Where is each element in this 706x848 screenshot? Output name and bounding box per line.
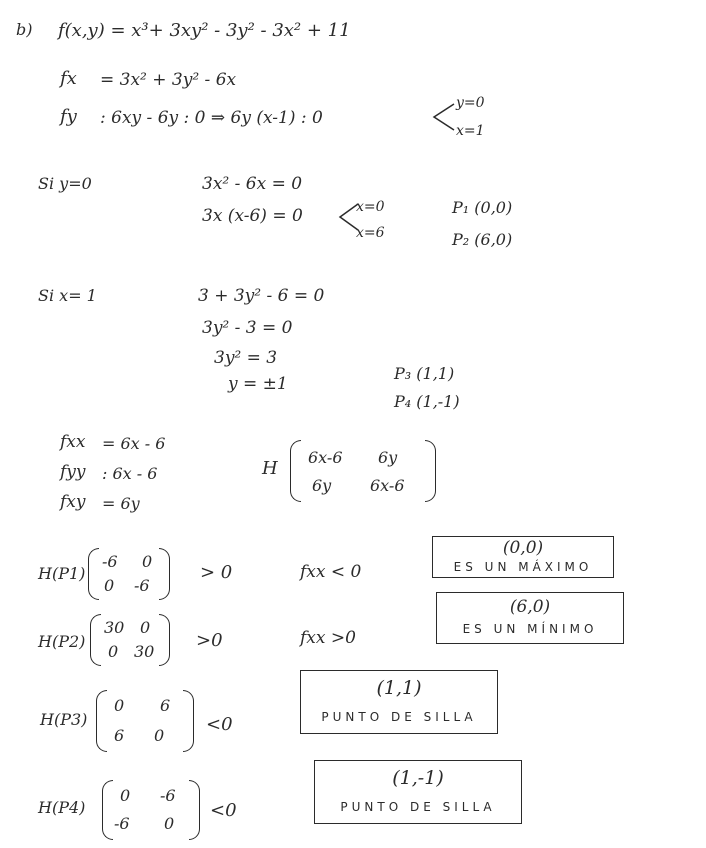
hessian-p1-sign: > 0 [200, 562, 233, 583]
matrix-cell: 6 [160, 696, 171, 715]
matrix-cell: 0 [164, 814, 175, 833]
fxx-label: fxx [60, 432, 86, 452]
hessian-p2-sign: >0 [196, 630, 223, 651]
case-y0-branch-x0: x=0 [356, 199, 385, 215]
hessian-p4-matrix [102, 780, 200, 840]
result-box-p2 [436, 592, 624, 644]
case-x1-eq1: 3 + 3y² - 6 = 0 [198, 286, 325, 306]
fyy-expression: : 6x - 6 [102, 464, 158, 483]
hessian-p4-label: H(P4) [38, 798, 86, 817]
matrix-cell: 0 [142, 552, 153, 571]
fy-branch-y0: y=0 [456, 95, 485, 111]
hessian-p3-label: H(P3) [40, 710, 88, 729]
case-x1-eq2: 3y² - 3 = 0 [202, 318, 293, 338]
result-text: PUNTO DE SILLA [340, 800, 496, 814]
result-text: ES UN MÍNIMO [462, 622, 598, 636]
hessian-matrix [290, 440, 436, 502]
matrix-cell: 6y [378, 448, 398, 467]
result-point: (1,-1) [392, 767, 444, 789]
matrix-cell: 0 [140, 618, 151, 637]
hessian-p2-condition: fxx >0 [300, 628, 356, 648]
point-p1: P₁ (0,0) [452, 198, 513, 217]
result-box-p1 [432, 536, 614, 578]
result-box-p4 [314, 760, 522, 824]
function-definition: f(x,y) = x³+ 3xy² - 3y² - 3x² + 11 [58, 20, 351, 41]
fxx-expression: = 6x - 6 [102, 434, 166, 453]
case-y0-eq2: 3x (x-6) = 0 [202, 206, 303, 226]
point-p4: P₄ (1,-1) [394, 392, 460, 411]
case-x1-eq4: y = ±1 [228, 374, 288, 394]
fyy-label: fyy [60, 462, 86, 482]
branch-brace [430, 100, 456, 134]
matrix-cell: 6x-6 [370, 476, 405, 495]
result-box-p3 [300, 670, 498, 734]
hessian-p2-label: H(P2) [38, 632, 86, 651]
fy-expression: : 6xy - 6y : 0 ⇒ 6y (x-1) : 0 [100, 108, 323, 128]
hessian-p4-sign: <0 [210, 800, 237, 821]
case-x1-label: Si x= 1 [38, 286, 97, 305]
result-point: (6,0) [509, 597, 551, 617]
matrix-cell: 30 [134, 642, 155, 661]
matrix-cell: 30 [104, 618, 125, 637]
part-label: b) [16, 20, 33, 39]
fy-label: fy [60, 106, 77, 127]
point-p3: P₃ (1,1) [394, 364, 455, 383]
matrix-cell: 6 [114, 726, 125, 745]
matrix-cell: -6 [160, 786, 176, 805]
hessian-p1-label: H(P1) [38, 564, 86, 583]
matrix-cell: -6 [114, 814, 130, 833]
result-point: (1,1) [376, 677, 422, 699]
matrix-cell: 0 [108, 642, 119, 661]
matrix-cell: 0 [154, 726, 165, 745]
case-y0-label: Si y=0 [38, 174, 92, 193]
matrix-cell: 6y [312, 476, 332, 495]
matrix-cell: 6x-6 [308, 448, 343, 467]
case-y0-eq1: 3x² - 6x = 0 [202, 174, 303, 194]
hessian-p1-condition: fxx < 0 [300, 562, 362, 582]
hessian-p2-matrix [90, 614, 170, 666]
matrix-cell: 0 [114, 696, 125, 715]
hessian-p3-sign: <0 [206, 714, 233, 735]
matrix-cell: 0 [104, 576, 115, 595]
fxy-expression: = 6y [102, 494, 140, 513]
fx-expression: = 3x² + 3y² - 6x [100, 70, 237, 90]
point-p2: P₂ (6,0) [452, 230, 513, 249]
fxy-label: fxy [60, 492, 86, 512]
result-point: (0,0) [502, 538, 544, 558]
hessian-p3-matrix [96, 690, 194, 752]
hessian-p1-matrix [88, 548, 170, 600]
case-y0-branch-x6: x=6 [356, 225, 385, 241]
result-text: PUNTO DE SILLA [321, 710, 477, 724]
case-x1-eq3: 3y² = 3 [214, 348, 278, 368]
matrix-cell: -6 [102, 552, 118, 571]
fx-label: fx [60, 68, 77, 89]
result-text: ES UN MÁXIMO [453, 560, 593, 574]
fy-branch-x1: x=1 [456, 123, 485, 139]
matrix-cell: -6 [134, 576, 150, 595]
hessian-label: H [262, 458, 278, 479]
matrix-cell: 0 [120, 786, 131, 805]
